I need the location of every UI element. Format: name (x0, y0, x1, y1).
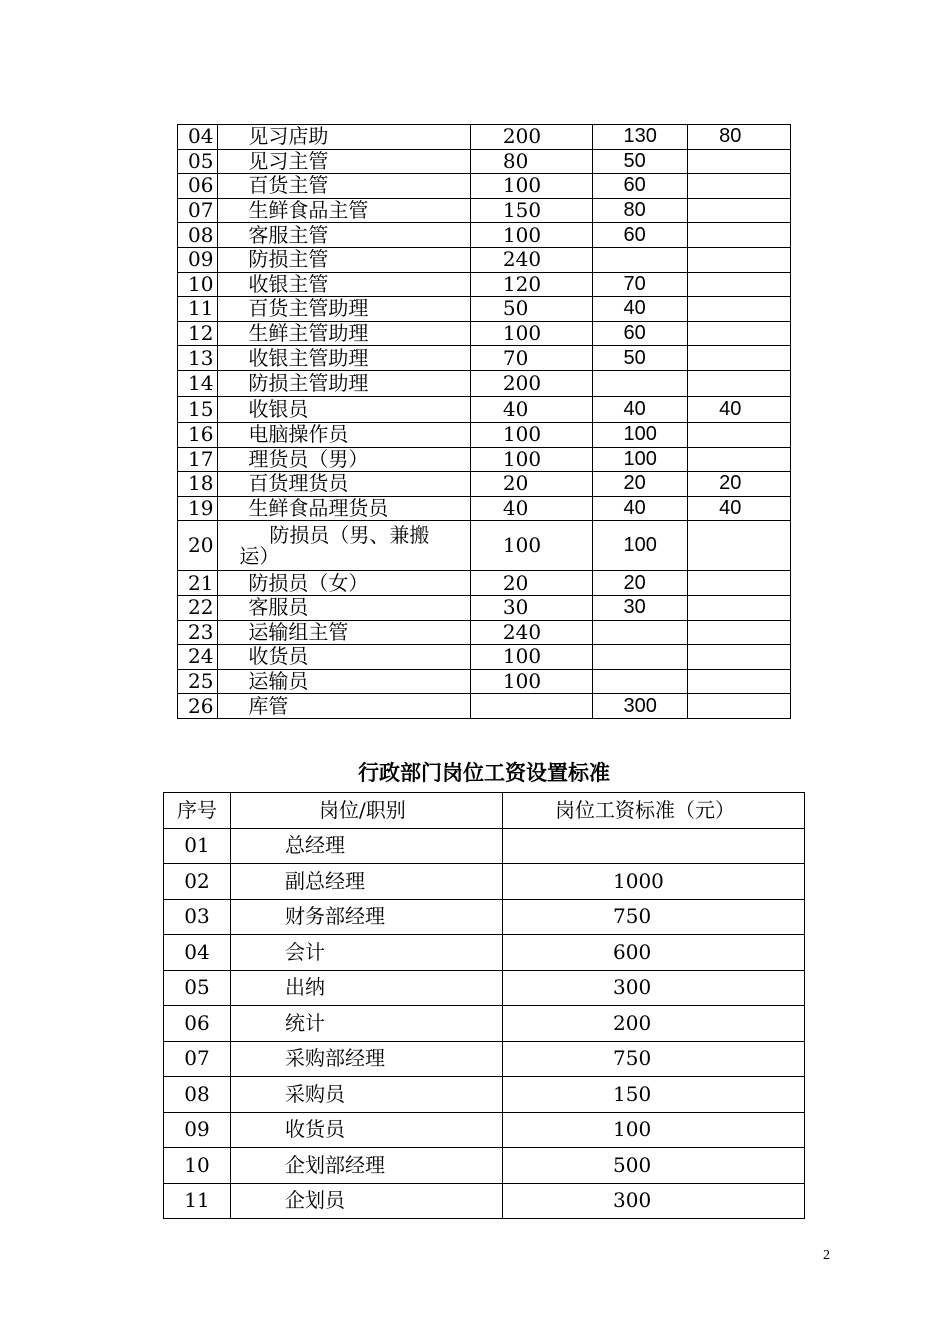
cell-no: 17 (178, 447, 218, 472)
cell-no: 02 (164, 864, 231, 900)
cell-value-b: 70 (592, 272, 688, 297)
cell-no: 16 (178, 422, 218, 447)
cell-value-c: 80 (688, 125, 791, 150)
cell-standard: 750 (503, 1041, 805, 1077)
cell-value-c (688, 297, 791, 322)
cell-no: 06 (164, 1006, 231, 1042)
store-post-wage-table-body (178, 125, 791, 719)
table-row (178, 396, 791, 422)
cell-post: 收银主管助理 (218, 346, 470, 371)
cell-post: 总经理 (231, 828, 503, 864)
cell-no: 10 (178, 272, 218, 297)
cell-no: 03 (164, 899, 231, 935)
store-post-wage-table (177, 124, 791, 719)
cell-value-b: 40 (592, 396, 688, 422)
table-row (178, 149, 791, 174)
table-row (178, 321, 791, 346)
table-header-row (164, 793, 805, 829)
cell-post: 会计 (231, 935, 503, 971)
cell-no: 05 (178, 149, 218, 174)
table-row (164, 864, 805, 900)
cell-value-c (688, 694, 791, 719)
table-row (164, 1077, 805, 1113)
cell-value-b: 30 (592, 595, 688, 620)
table-row (178, 472, 791, 497)
cell-value-c (688, 346, 791, 371)
cell-post: 电脑操作员 (218, 422, 470, 447)
cell-value-a: 100 (470, 174, 592, 199)
cell-value-b: 20 (592, 571, 688, 596)
table-row (178, 370, 791, 396)
cell-post: 收货员 (231, 1112, 503, 1148)
header-standard: 岗位工资标准（元） (503, 793, 805, 829)
cell-value-b: 40 (592, 496, 688, 521)
cell-post: 企划员 (231, 1183, 503, 1219)
cell-value-c: 40 (688, 396, 791, 422)
cell-value-c (688, 321, 791, 346)
cell-value-a: 240 (470, 247, 592, 272)
admin-wage-table-title: 行政部门岗位工资设置标准 (358, 761, 610, 785)
cell-value-c (688, 198, 791, 223)
cell-value-a: 20 (470, 571, 592, 596)
table-row (178, 669, 791, 694)
table-row (164, 935, 805, 971)
cell-no: 07 (164, 1041, 231, 1077)
cell-value-c (688, 447, 791, 472)
cell-value-a: 70 (470, 346, 592, 371)
cell-standard: 600 (503, 935, 805, 971)
cell-value-c (688, 247, 791, 272)
cell-no: 15 (178, 396, 218, 422)
table-row (178, 346, 791, 371)
cell-post: 运输组主管 (218, 620, 470, 645)
cell-no: 26 (178, 694, 218, 719)
cell-no: 04 (178, 125, 218, 150)
cell-post: 见习主管 (218, 149, 470, 174)
cell-value-b: 100 (592, 422, 688, 447)
table-row (178, 571, 791, 596)
cell-value-b: 50 (592, 149, 688, 174)
cell-value-b: 20 (592, 472, 688, 497)
cell-no: 08 (178, 223, 218, 248)
cell-post: 财务部经理 (231, 899, 503, 935)
cell-no: 04 (164, 935, 231, 971)
cell-post: 生鲜食品主管 (218, 198, 470, 223)
cell-value-a: 100 (470, 447, 592, 472)
cell-no: 20 (178, 521, 218, 571)
table-row (178, 125, 791, 150)
cell-no: 23 (178, 620, 218, 645)
cell-value-c (688, 595, 791, 620)
cell-value-a: 40 (470, 496, 592, 521)
cell-value-b: 100 (592, 521, 688, 571)
table-row (178, 198, 791, 223)
cell-standard: 750 (503, 899, 805, 935)
cell-post: 百货理货员 (218, 472, 470, 497)
cell-standard (503, 828, 805, 864)
cell-value-a: 100 (470, 422, 592, 447)
cell-value-b (592, 620, 688, 645)
admin-post-wage-table-body (164, 793, 805, 1219)
table-row (178, 595, 791, 620)
cell-no: 05 (164, 970, 231, 1006)
table-row (164, 828, 805, 864)
admin-post-wage-table (163, 792, 805, 1219)
table-row (164, 1112, 805, 1148)
table-row (178, 645, 791, 670)
cell-value-c (688, 149, 791, 174)
cell-value-c (688, 669, 791, 694)
cell-value-c (688, 521, 791, 571)
page-number: 2 (823, 1248, 830, 1263)
table-row (178, 620, 791, 645)
cell-post: 副总经理 (231, 864, 503, 900)
cell-value-b: 300 (592, 694, 688, 719)
cell-no: 25 (178, 669, 218, 694)
header-no: 序号 (164, 793, 231, 829)
cell-post: 运输员 (218, 669, 470, 694)
cell-no: 13 (178, 346, 218, 371)
cell-post: 防损主管助理 (218, 370, 470, 396)
cell-post: 见习店助 (218, 125, 470, 150)
cell-value-b: 60 (592, 321, 688, 346)
cell-value-a: 100 (470, 645, 592, 670)
table-row (178, 223, 791, 248)
cell-no: 11 (164, 1183, 231, 1219)
cell-value-a: 100 (470, 321, 592, 346)
table-row (178, 694, 791, 719)
cell-value-a: 80 (470, 149, 592, 174)
table-row (178, 496, 791, 521)
cell-standard: 100 (503, 1112, 805, 1148)
table-row (178, 422, 791, 447)
cell-no: 10 (164, 1148, 231, 1184)
header-post: 岗位/职别 (231, 793, 503, 829)
cell-no: 07 (178, 198, 218, 223)
cell-post: 客服主管 (218, 223, 470, 248)
cell-value-a: 120 (470, 272, 592, 297)
cell-post-line2: 运） (239, 543, 280, 568)
cell-value-b: 40 (592, 297, 688, 322)
cell-value-a: 30 (470, 595, 592, 620)
cell-value-c (688, 422, 791, 447)
table-row (178, 297, 791, 322)
cell-value-a (470, 694, 592, 719)
cell-value-c (688, 272, 791, 297)
cell-value-a: 100 (470, 223, 592, 248)
cell-post: 采购部经理 (231, 1041, 503, 1077)
cell-standard: 200 (503, 1006, 805, 1042)
table-row (164, 1148, 805, 1184)
table-row (164, 899, 805, 935)
cell-value-b: 60 (592, 174, 688, 199)
cell-post: 理货员（男） (218, 447, 470, 472)
cell-value-a: 240 (470, 620, 592, 645)
cell-post: 生鲜食品理货员 (218, 496, 470, 521)
cell-value-a: 200 (470, 125, 592, 150)
cell-post: 生鲜主管助理 (218, 321, 470, 346)
cell-post: 客服员 (218, 595, 470, 620)
cell-post: 收货员 (218, 645, 470, 670)
cell-no: 14 (178, 370, 218, 396)
cell-value-a: 200 (470, 370, 592, 396)
cell-no: 06 (178, 174, 218, 199)
cell-post: 百货主管助理 (218, 297, 470, 322)
cell-value-c (688, 645, 791, 670)
cell-post: 出纳 (231, 970, 503, 1006)
cell-no: 11 (178, 297, 218, 322)
cell-value-c (688, 620, 791, 645)
cell-value-c (688, 223, 791, 248)
cell-standard: 500 (503, 1148, 805, 1184)
cell-post: 统计 (231, 1006, 503, 1042)
cell-post: 库管 (218, 694, 470, 719)
cell-no: 18 (178, 472, 218, 497)
cell-post: 采购员 (231, 1077, 503, 1113)
cell-standard: 150 (503, 1077, 805, 1113)
cell-post: 防损主管 (218, 247, 470, 272)
cell-no: 08 (164, 1077, 231, 1113)
cell-post: 百货主管 (218, 174, 470, 199)
table-row (164, 1006, 805, 1042)
cell-value-b: 60 (592, 223, 688, 248)
cell-value-b (592, 247, 688, 272)
cell-value-c: 20 (688, 472, 791, 497)
table-row (178, 174, 791, 199)
cell-value-b (592, 645, 688, 670)
table-row (178, 247, 791, 272)
cell-value-c (688, 370, 791, 396)
cell-value-c: 40 (688, 496, 791, 521)
cell-no: 01 (164, 828, 231, 864)
cell-post (218, 521, 470, 571)
cell-post: 企划部经理 (231, 1148, 503, 1184)
cell-value-c (688, 571, 791, 596)
cell-post: 防损员（女） (218, 571, 470, 596)
cell-value-b: 130 (592, 125, 688, 150)
cell-value-b: 100 (592, 447, 688, 472)
cell-post: 收银员 (218, 396, 470, 422)
cell-value-a: 100 (470, 669, 592, 694)
cell-standard: 300 (503, 1183, 805, 1219)
cell-no: 21 (178, 571, 218, 596)
cell-no: 22 (178, 595, 218, 620)
cell-no: 09 (164, 1112, 231, 1148)
cell-post: 收银主管 (218, 272, 470, 297)
cell-no: 09 (178, 247, 218, 272)
cell-post-line1: 防损员（男、兼搬 (269, 522, 430, 547)
table-row (164, 1183, 805, 1219)
table-row (178, 272, 791, 297)
table-row (178, 521, 791, 571)
cell-value-b (592, 370, 688, 396)
cell-value-a: 150 (470, 198, 592, 223)
cell-value-a: 40 (470, 396, 592, 422)
cell-standard: 300 (503, 970, 805, 1006)
table-row (178, 447, 791, 472)
table-row (164, 970, 805, 1006)
table-row (164, 1041, 805, 1077)
cell-value-c (688, 174, 791, 199)
cell-no: 19 (178, 496, 218, 521)
cell-value-b: 80 (592, 198, 688, 223)
cell-value-b: 50 (592, 346, 688, 371)
cell-value-a: 20 (470, 472, 592, 497)
cell-no: 24 (178, 645, 218, 670)
cell-value-b (592, 669, 688, 694)
cell-value-a: 100 (470, 521, 592, 571)
cell-no: 12 (178, 321, 218, 346)
cell-value-a: 50 (470, 297, 592, 322)
cell-standard: 1000 (503, 864, 805, 900)
